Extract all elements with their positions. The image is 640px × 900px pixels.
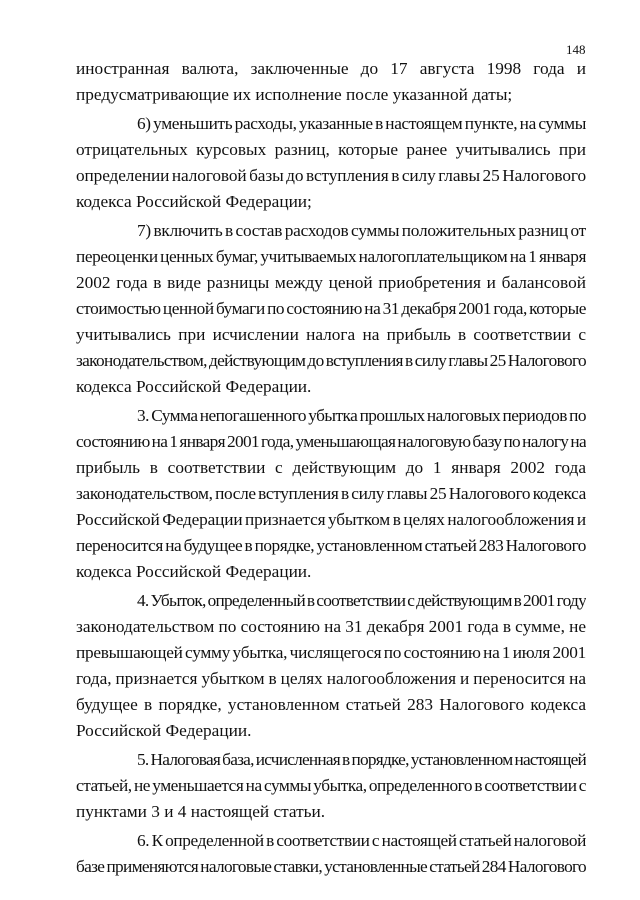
- text-line-content: Российской Федерации.: [76, 721, 252, 740]
- text-line: [76, 374, 586, 400]
- text-line: [76, 799, 586, 825]
- text-line-content: 7) включить в состав расходов суммы положительных разниц от: [137, 221, 586, 240]
- text-line-content: статьей, не уменьшается на суммы убытка, определенного в соответствии с: [76, 776, 586, 795]
- text-line: [76, 614, 586, 640]
- text-line-content: кодекса Российской Федерации.: [76, 562, 312, 581]
- text-line: [76, 507, 586, 533]
- text-line: [76, 828, 586, 854]
- text-line: [76, 481, 586, 507]
- text-line-content: отрицательных курсовых разниц, которые ранее учитывались при: [76, 140, 586, 159]
- text-line: [76, 429, 586, 455]
- text-line-content: предусматривающие их исполнение после указанной даты;: [76, 85, 513, 104]
- paragraph: [76, 218, 586, 400]
- text-line-content: 4. Убыток, определенный в соответствии с действующим в 2001 году: [137, 591, 586, 610]
- text-line-content: определении налоговой базы до вступления в силу главы 25 Налогового: [76, 166, 586, 185]
- text-line: [76, 111, 586, 137]
- text-line: [76, 773, 586, 799]
- text-line: [76, 218, 586, 244]
- text-line-content: законодательством, после вступления в силу главы 25 Налогового кодекса: [76, 484, 586, 503]
- text-line: [76, 640, 586, 666]
- text-line-content: Российской Федерации признается убытком в целях налогообложения и: [76, 510, 586, 529]
- text-line-content: кодекса Российской Федерации;: [76, 192, 312, 211]
- text-line-content: 3. Сумма непогашенного убытка прошлых налоговых периодов по: [137, 406, 586, 425]
- text-line: [76, 854, 586, 880]
- text-line: [76, 533, 586, 559]
- text-line-content: кодекса Российской Федерации.: [76, 377, 312, 396]
- text-line: [76, 296, 586, 322]
- text-line-content: переоценки ценных бумаг, учитываемых налогоплательщиком на 1 января: [76, 247, 586, 266]
- text-line-content: года, признается убытком в целях налогообложения и переносится на: [76, 669, 586, 688]
- text-line: [76, 137, 586, 163]
- text-line-content: переносится на будущее в порядке, установленном статьей 283 Налогового: [76, 536, 586, 555]
- text-line-content: законодательством, действующим до вступления в силу главы 25 Налогового: [76, 351, 586, 370]
- text-line-content: базе применяются налоговые ставки, установленные статьей 284 Налогового: [76, 857, 586, 876]
- text-line: [76, 244, 586, 270]
- paragraph: [76, 403, 586, 585]
- paragraph: [76, 828, 586, 880]
- text-line-content: 5. Налоговая база, исчисленная в порядке, установленном настоящей: [137, 750, 586, 769]
- text-line-content: прибыль в соответствии с действующим до 1 января 2002 года: [76, 458, 586, 477]
- text-line-content: пунктами 3 и 4 настоящей статьи.: [76, 802, 326, 821]
- text-line: [76, 163, 586, 189]
- text-line: [76, 82, 586, 108]
- text-line: [76, 588, 586, 614]
- text-line: [76, 322, 586, 348]
- text-line-content: 6. К определенной в соответствии с настоящей статьей налоговой: [137, 831, 586, 850]
- text-line: [76, 747, 586, 773]
- text-line: [76, 56, 586, 82]
- text-line: [76, 403, 586, 429]
- document-body: [76, 56, 586, 880]
- text-line-content: состоянию на 1 января 2001 года, уменьшающая налоговую базу по налогу на: [76, 432, 586, 451]
- text-line: [76, 455, 586, 481]
- text-line-content: иностранная валюта, заключенные до 17 августа 1998 года и: [76, 59, 586, 78]
- text-line-content: 2002 года в виде разницы между ценой приобретения и балансовой: [76, 273, 586, 292]
- text-line: [76, 718, 586, 744]
- paragraph: [76, 747, 586, 825]
- text-line: [76, 189, 586, 215]
- paragraph: [76, 111, 586, 215]
- text-line: [76, 692, 586, 718]
- text-line-content: превышающей сумму убытка, числящегося по состоянию на 1 июля 2001: [76, 643, 586, 662]
- text-line: [76, 559, 586, 585]
- text-line-content: будущее в порядке, установленном статьей 283 Налогового кодекса: [76, 695, 586, 714]
- text-line: [76, 666, 586, 692]
- text-line-content: законодательством по состоянию на 31 декабря 2001 года в сумме, не: [76, 617, 586, 636]
- text-line: [76, 270, 586, 296]
- paragraph: [76, 588, 586, 744]
- paragraph: [76, 56, 586, 108]
- text-line-content: учитывались при исчислении налога на прибыль в соответствии с: [76, 325, 586, 344]
- text-line-content: стоимостью ценной бумаги по состоянию на 31 декабря 2001 года, которые: [76, 299, 586, 318]
- page-number: 148: [566, 42, 586, 57]
- text-line-content: 6) уменьшить расходы, указанные в настоящем пункте, на суммы: [137, 114, 586, 133]
- text-line: [76, 348, 586, 374]
